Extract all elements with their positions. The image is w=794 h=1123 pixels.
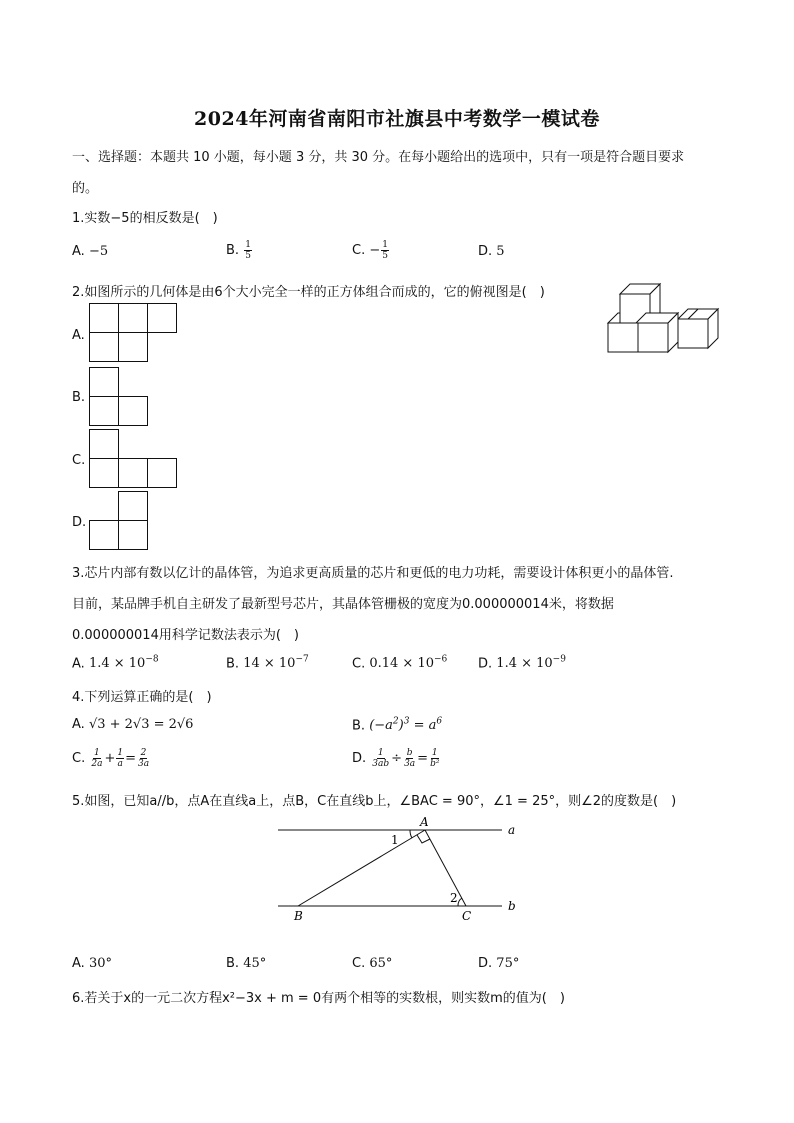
grid-cell [118,491,148,521]
grid-cell [89,520,119,550]
grid-cell [89,303,119,333]
segment-ac [425,830,466,906]
q5-option-c: C. 65° [352,956,393,971]
q4-option-a: A. √3 + 2√3 = 2√6 [72,717,194,732]
grid-cell [89,396,119,426]
q1-c-fraction: $\frac{1}{5}$ [382,240,388,261]
segment-ab [298,830,425,906]
grid-cell [89,429,119,459]
q3-option-a: A. $1.4 \times 10^{-8}$ [72,655,159,672]
q1-option-a: A. −5 [72,244,109,259]
label-angle-1: 1 [391,833,399,847]
q2-option-b-label: B. [72,390,86,405]
q2-stem: 2.如图所示的几何体是由6个大小完全一样的正方体组合而成的，它的俯视图是( ) [72,285,545,300]
cube-bottom-row [608,313,678,352]
q2-option-a-label: A. [72,328,85,343]
page-title: 2024年河南省南阳市社旗县中考数学一模试卷 [194,108,600,130]
angle-2-arc [458,898,462,906]
grid-cell [118,303,148,333]
label-a: a [508,823,516,837]
q4-stem: 4.下列运算正确的是( ) [72,690,212,705]
grid-cell [147,458,177,488]
label-angle-2: 2 [450,891,458,905]
grid-cell [118,396,148,426]
label-B: B [294,909,303,923]
angle-1-arc [410,830,412,838]
q1-option-b: B. $\frac{1}{5}$ [226,240,251,261]
q1-option-d: D. 5 [478,244,505,259]
q4-option-b: B. $(-a^2)^3 = a^6$ [352,717,443,734]
q3-stem-line3: 0.000000014用科学记数法表示为( ) [72,628,299,643]
q1-stem: 1.实数−5的相反数是( ) [72,211,218,226]
section-header-line1: 一、选择题：本题共 10 小题，每小题 3 分，共 30 分。在每小题给出的选项中，只有一项是符合题目要求 [72,150,685,165]
section-header-line2: 的。 [72,181,99,196]
cube-right-back [678,309,718,348]
label-A: A [420,815,429,829]
grid-cell [89,458,119,488]
grid-cell [89,332,119,362]
label-b: b [508,899,516,913]
q5-option-b: B. 45° [226,956,267,971]
q4-option-c: C. $\frac{1}{2a}$ + $\frac{1}{a}$ = $\frac{2}{3a}$ [72,748,150,769]
q3-option-b: B. $14 \times 10^{-7}$ [226,655,309,672]
q3-stem-line1: 3.芯片内部有数以亿计的晶体管，为追求更高质量的芯片和更低的电力功耗，需要设计体积更小的晶体管. [72,566,674,581]
q5-geometry-figure [270,812,530,928]
q3-option-c: C. $0.14 \times 10^{-6}$ [352,655,448,672]
q6-stem: 6.若关于x的一元二次方程x²−3x + m = 0有两个相等的实数根，则实数m的值为( ) [72,991,565,1006]
q1-b-fraction: $\frac{1}{5}$ [245,240,251,261]
grid-cell [118,520,148,550]
q5-stem: 5.如图，已知a//b，点A在直线a上，点B，C在直线b上，∠BAC = 90°，∠1 = 25°，则∠2的度数是( ) [72,794,677,809]
q3-option-d: D. $1.4 \times 10^{-9}$ [478,655,566,672]
q2-cubes-figure [600,280,722,366]
q5-option-a: A. 30° [72,956,112,971]
q2-option-d-label: D. [72,515,87,530]
grid-cell [89,367,119,397]
q4-option-d: D. $\frac{1}{3ab}$ ÷ $\frac{b}{3a}$ = $\frac{1}{\text{b²}}$ [352,748,440,769]
grid-cell [118,332,148,362]
label-C: C [462,909,472,923]
q5-option-d: D. 75° [478,956,520,971]
q1-option-c: C. − $\frac{1}{5}$ [352,240,388,261]
grid-cell [118,458,148,488]
grid-cell [147,303,177,333]
q3-stem-line2: 目前，某品牌手机自主研发了最新型号芯片，其晶体管栅极的宽度为0.000000014米，将数据 [72,597,614,612]
q2-option-c-label: C. [72,453,86,468]
